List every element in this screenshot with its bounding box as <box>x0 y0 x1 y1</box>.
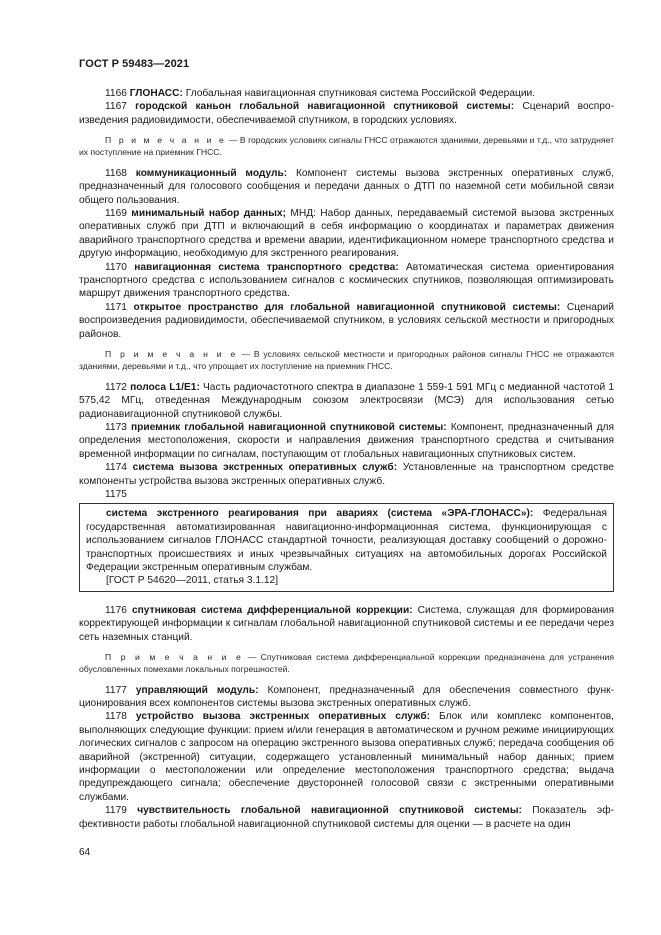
term-entry <box>79 100 614 127</box>
entry-number: 1169 <box>105 208 132 220</box>
note-3 <box>79 652 614 676</box>
entry-definition: Компонент, предназначенный для обеспечения совместного функционирования всех компонентов системы вызова экстренных оперативных служб. <box>79 684 614 709</box>
page-number: 64 <box>79 847 91 858</box>
entries-group-1 <box>79 87 614 127</box>
term-entry <box>79 167 614 207</box>
entries-group-5 <box>79 684 614 831</box>
note-text: — В городских условиях сигналы ГНСС отражаются зданиями, деревьями и т.д., что затрудняет их поступление на приемник ГНСС. <box>79 135 615 158</box>
entry-number: 1174 <box>105 462 133 474</box>
entry-term: ГЛОНАСС: <box>129 88 183 99</box>
note-label: П р и м е ч а н и е <box>105 135 227 146</box>
entry-definition: Глобальная навигационная спутниковая система Российской Федерации. <box>182 88 536 99</box>
term-entry <box>79 87 614 100</box>
note-text: — В условиях сельской местности и пригородных районов сигналы ГНСС не отражаются зданиями, деревьями и т.д., что упрощает их поступление на приемник ГНСС. <box>79 349 614 371</box>
entries-group-2 <box>79 167 614 341</box>
term-entry <box>79 381 614 421</box>
entry-number: 1178 <box>105 711 136 723</box>
page-content <box>79 87 614 831</box>
entry-term: устройство вызова экстренных оперативных служб: <box>135 711 431 723</box>
entry-term: полоса L1/E1: <box>130 381 200 393</box>
entry-term: система вызова экстренных оперативных служб: <box>132 462 398 474</box>
term-entry <box>79 421 614 461</box>
entry-definition: МНД: Набор данных, передаваемый системой вызова экстренных оперативных служб при ДТП и включающий в себя информацию о координатах и параметрах движения аварийного транспортного средства и времени аварии, идентификационном номере транспортного средства и другую информацию, необходимую для экстренного реагирования. <box>79 208 614 260</box>
entry-term: коммуникационный модуль: <box>135 167 288 179</box>
entries-group-4 <box>79 604 614 644</box>
term-entry <box>79 261 614 301</box>
entry-definition: Система, служащая для формирования корректирующей информации к сигналам глобальной навигационной спутниковой системы и ее передачи через сеть наземных станций. <box>79 604 614 643</box>
entry-number: 1172 <box>105 381 131 393</box>
entries-group-3 <box>79 381 614 488</box>
boxed-text: Федеральная государственная автоматизированная навигационно-информационная система, функционирующая с использованием сигналов ГЛОНАСС стандартной точности, реализующая доставку сообщений о дорожно-транспортных происшествиях и иных чрезвычайных ситуациях на автомобильных дорогах Российской Федерации экстренным оперативным службам. <box>86 508 607 573</box>
entry-definition: Автоматическая система ориентирования транспортного средства с использованием сигналов с космических спутников, позволяющая оптимизировать маршрут движения транспортного средства. <box>79 261 614 300</box>
entry-number: 1171 <box>105 301 134 313</box>
entry-definition: Часть радиочастотного спектра в диапазоне 1 559-1 591 МГц с медианной частотой 1 575,42 МГц, отведенная Международным союзом электросвязи (МСЭ) для использования сетью радионавигационной спутниковой службы. <box>79 381 614 420</box>
boxed-term: система экстренного реагирования при авариях (система «ЭРА-ГЛОНАСС»): <box>106 508 534 520</box>
term-entry <box>79 461 614 488</box>
entry-definition: Сценарий воспроизведения радиовидимости, обеспечиваемой спутником, в условиях сельской местности и пригородных районов. <box>79 301 614 340</box>
entry-number: 1173 <box>105 421 131 433</box>
entry-number: 1176 <box>105 604 132 616</box>
entry-number: 1166 <box>105 88 130 99</box>
entry-definition: Установленные на транспортном средстве компоненты устройства вызова экстренных оперативных служб. <box>79 462 614 487</box>
entry-term: навигационная система транспортного средства: <box>134 261 399 273</box>
entry-term: приемник глобальной навигационной спутниковой системы: <box>130 421 447 433</box>
note-2 <box>79 349 614 373</box>
entry-definition: Компонент, предназначенный для определения местоположения, скорости и направления движения транспортного средства и считывания временной информации по сигналам, поступающим от глобальных навигационных спутниковых систем. <box>79 421 614 460</box>
entry-number: 1170 <box>105 261 135 273</box>
entry-term: открытое пространство для глобальной навигационной спутниковой системы: <box>133 301 561 313</box>
entry-term: минимальный набор данных; <box>131 208 286 220</box>
entry-term: чувствительность глобальной навигационной спутниковой системы: <box>137 805 522 817</box>
note-label: П р и м е ч а н и е <box>105 349 238 360</box>
standard-header: ГОСТ Р 59483—2021 <box>79 58 190 70</box>
entry-number: 1167 <box>105 101 136 113</box>
boxed-reference: [ГОСТ Р 54620—2011, статья 3.1.12] <box>106 575 279 587</box>
term-entry <box>79 207 614 261</box>
entry-term: городской каньон глобальной навигационной спутниковой системы: <box>135 101 515 113</box>
note-text: — Спутниковая система дифференциальной коррекции предназначена для устранения обусловленных помехами локальных погрешностей. <box>79 652 614 674</box>
term-entry <box>79 301 614 341</box>
entry-number: 1177 <box>105 684 136 696</box>
entry-number: 1179 <box>105 805 138 817</box>
boxed-entry-number: 1175 <box>105 488 127 500</box>
entry-number: 1168 <box>105 167 136 179</box>
term-entry <box>79 684 614 711</box>
boxed-definition-text <box>86 507 607 574</box>
entry-term: управляющий модуль: <box>135 684 259 696</box>
entry-definition: Сценарий воспроизведения радиовидимости, обеспечиваемой спутником, в городских условиях. <box>79 101 614 126</box>
note-1 <box>79 135 614 159</box>
term-entry <box>79 710 614 804</box>
entry-definition: Блок или комплекс компонентов, выполняющих следующие функции: прием и/или генерация в автоматическом и ручном режиме инициирующих логических сигналов с запросом на операцию экстренного вызова оперативных служб; передача сообщения об аварийной (экстренной) ситуации, содержащего установленный минимальный набор данных; прием информации о местоположении или определение местоположения транспортного средства; выдача предупреждающего сигнала; обеспечение двусторонней голосовой связи с экстренными оперативными службами. <box>79 711 614 803</box>
entry-definition: Компонент системы вызова экстренных оперативных служб, предназначенный для голосового сообщения и передачи данных о ДТП по наземной сети мобильной связи общего пользования. <box>79 167 614 206</box>
entry-definition: Показатель эффективности работы глобальной навигационной спутниковой системы для оценки — в расчете на один <box>79 805 614 830</box>
boxed-definition <box>79 503 614 591</box>
term-entry <box>79 604 614 644</box>
term-entry <box>79 804 614 831</box>
note-label: П р и м е ч а н и е <box>105 652 244 662</box>
entry-term: спутниковая система дифференциальной коррекции: <box>131 604 413 616</box>
